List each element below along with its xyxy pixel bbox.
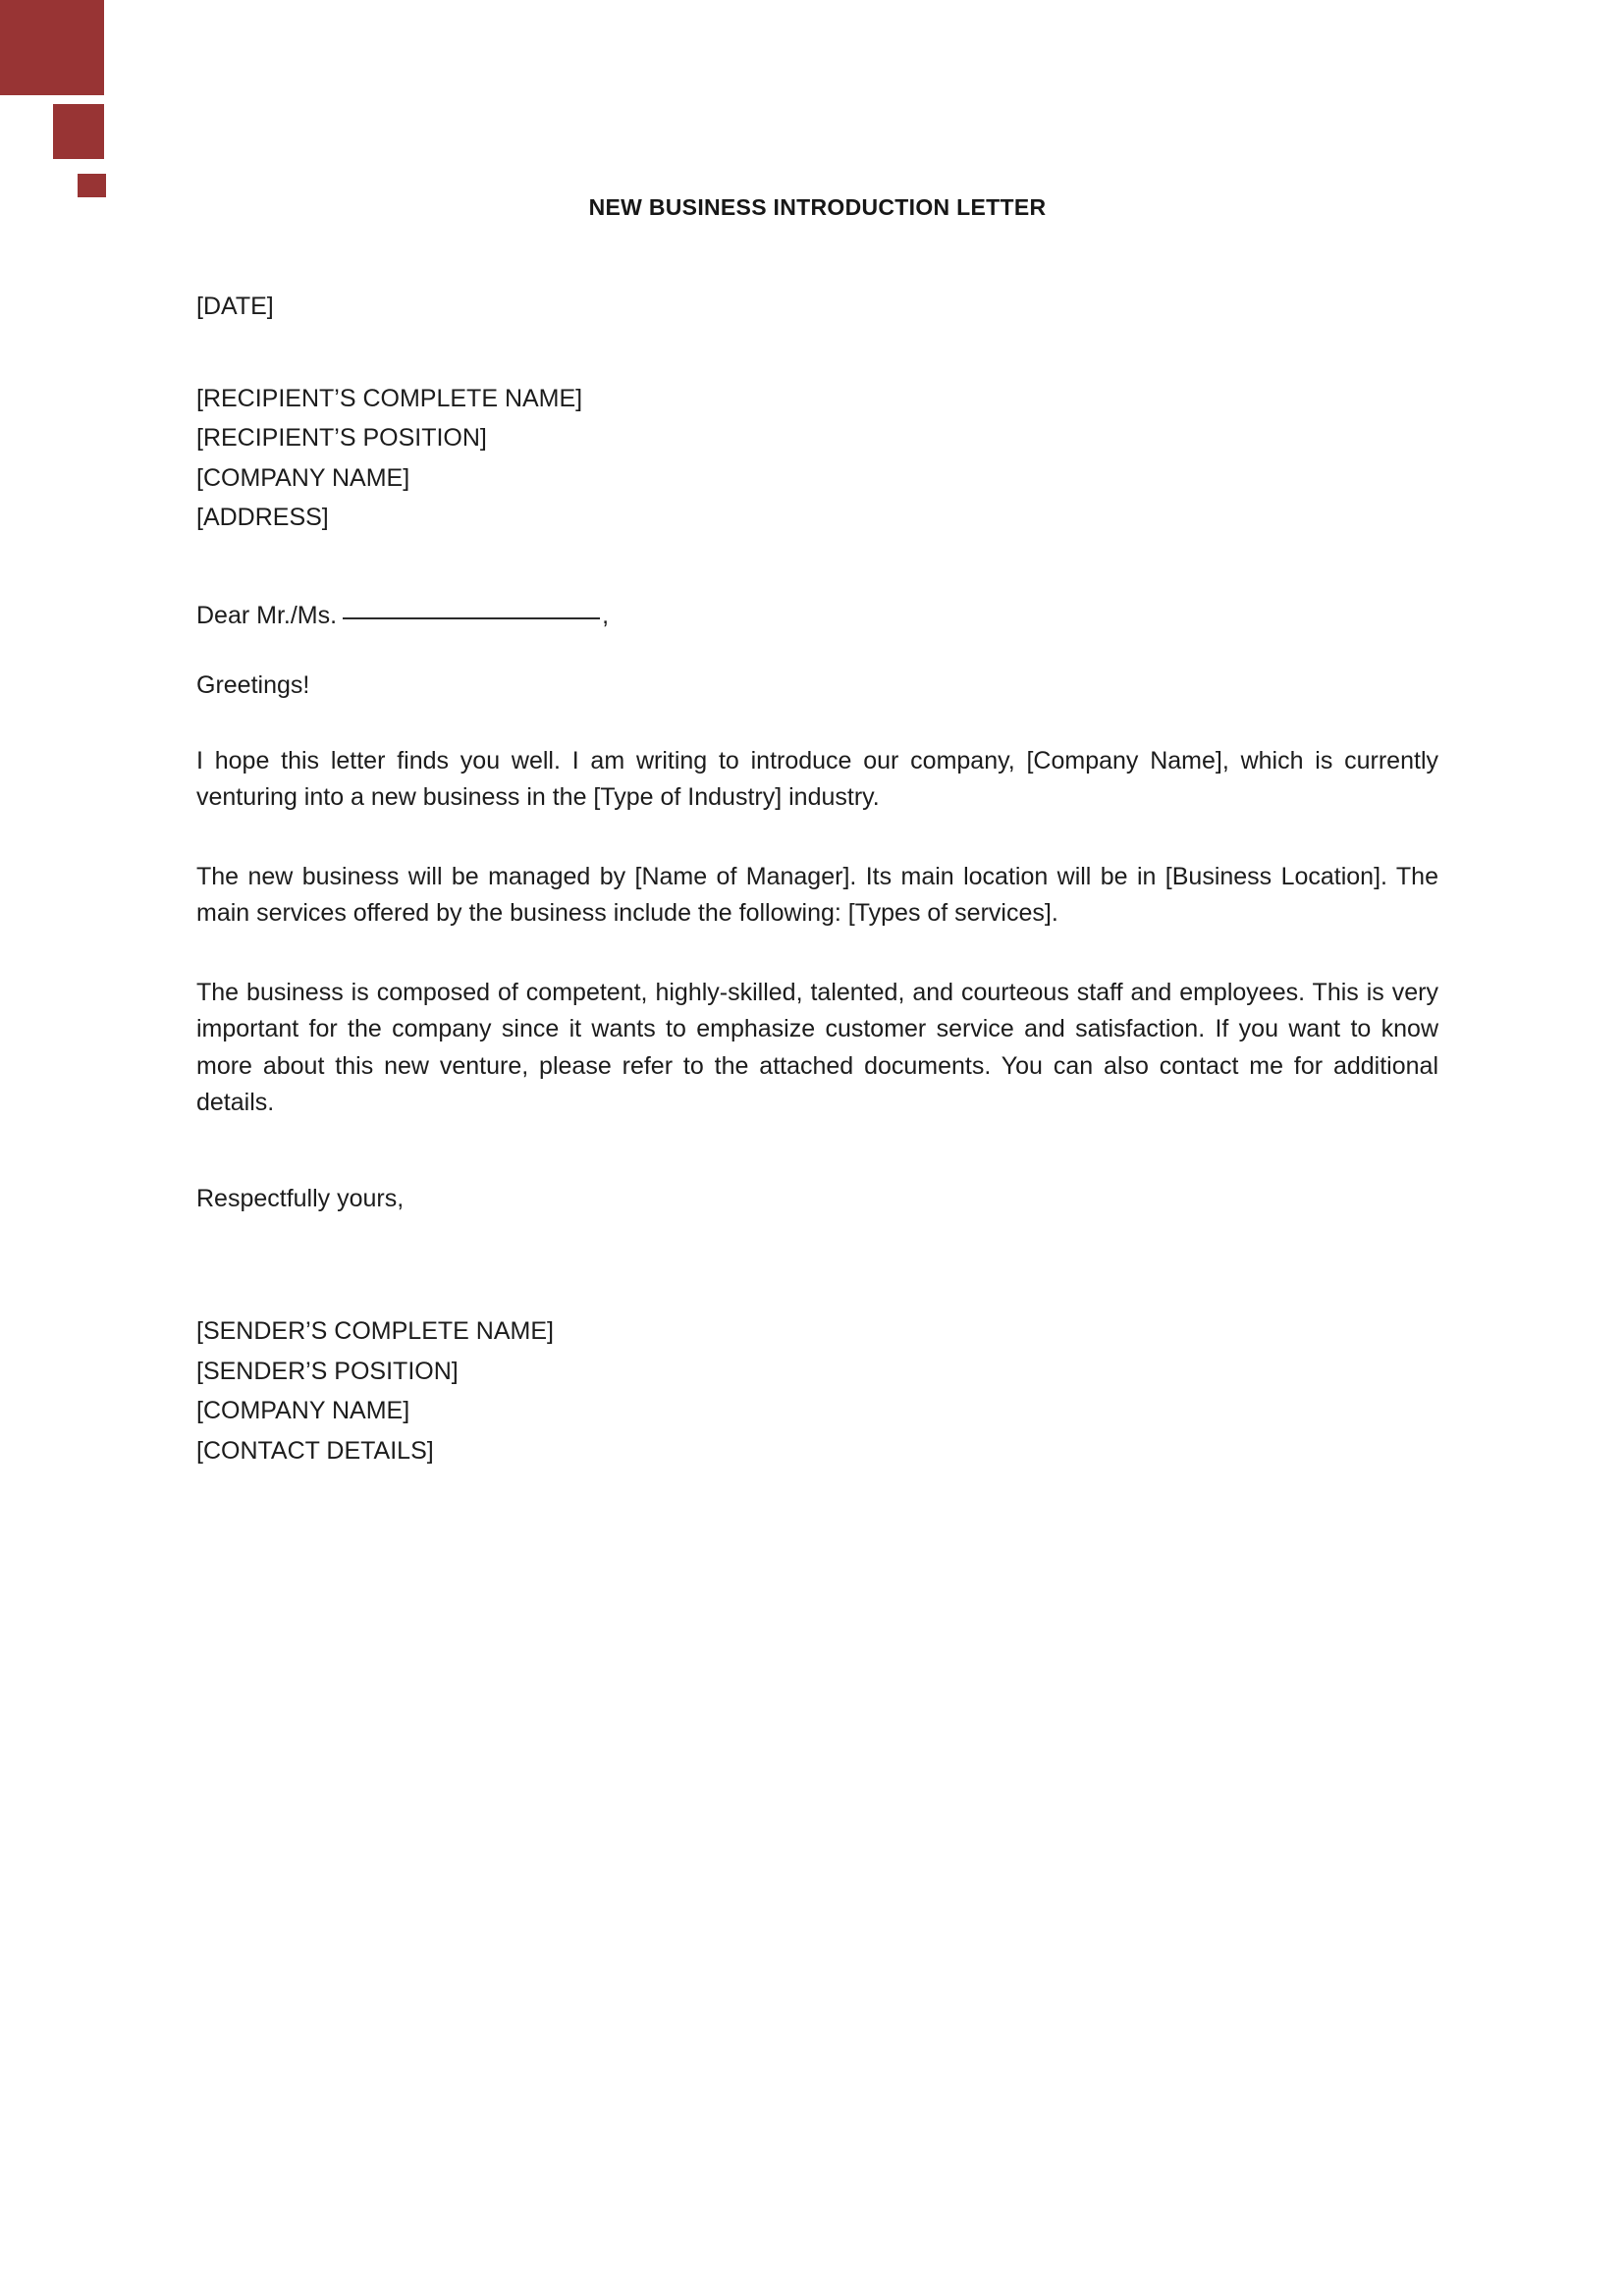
- recipient-position: [RECIPIENT’S POSITION]: [196, 424, 487, 452]
- logo-square-small-icon: [78, 174, 106, 197]
- greeting-line: Greetings!: [196, 671, 310, 699]
- salutation-blank-rule: [343, 617, 600, 619]
- sender-name: [SENDER’S COMPLETE NAME]: [196, 1317, 554, 1345]
- date-placeholder: [DATE]: [196, 293, 274, 320]
- salutation-prefix: Dear Mr./Ms.: [196, 601, 338, 629]
- page-title: NEW BUSINESS INTRODUCTION LETTER: [588, 194, 1047, 220]
- recipient-company: [COMPANY NAME]: [196, 463, 410, 492]
- body-paragraph-1: I hope this letter finds you well. I am writing to introduce our company, [Company Name], which is currently venturing into a new business in the [Type of Industry] industry.: [196, 746, 1438, 811]
- salutation-line: [196, 602, 1438, 631]
- sender-signature-block: [196, 1317, 1438, 1466]
- recipient-name: [RECIPIENT’S COMPLETE NAME]: [196, 384, 583, 412]
- sender-company: [COMPANY NAME]: [196, 1397, 410, 1424]
- closing-line: Respectfully yours,: [196, 1184, 405, 1212]
- body-paragraph-2: The new business will be managed by [Name of Manager]. Its main location will be in [Business Location]. The main services offered by the business include the following: [Types of services].: [196, 862, 1438, 927]
- sender-contact: [CONTACT DETAILS]: [196, 1436, 434, 1465]
- recipient-address-block: [196, 385, 1438, 533]
- body-paragraph-3: The business is composed of competent, highly-skilled, talented, and courteous staff and employees. This is very important for the company since it wants to emphasize customer service and satisfaction. If you want to know more about this new venture, please refer to the attached documents. You can also contact me for additional details.: [196, 978, 1438, 1116]
- letter-body: [196, 0, 1438, 1476]
- logo-square-large-icon: [0, 0, 104, 95]
- sender-position: [SENDER’S POSITION]: [196, 1357, 459, 1385]
- recipient-address: [ADDRESS]: [196, 504, 329, 531]
- logo-square-medium-icon: [53, 104, 104, 159]
- logo-mark: [0, 0, 137, 206]
- salutation-suffix: ,: [602, 601, 610, 629]
